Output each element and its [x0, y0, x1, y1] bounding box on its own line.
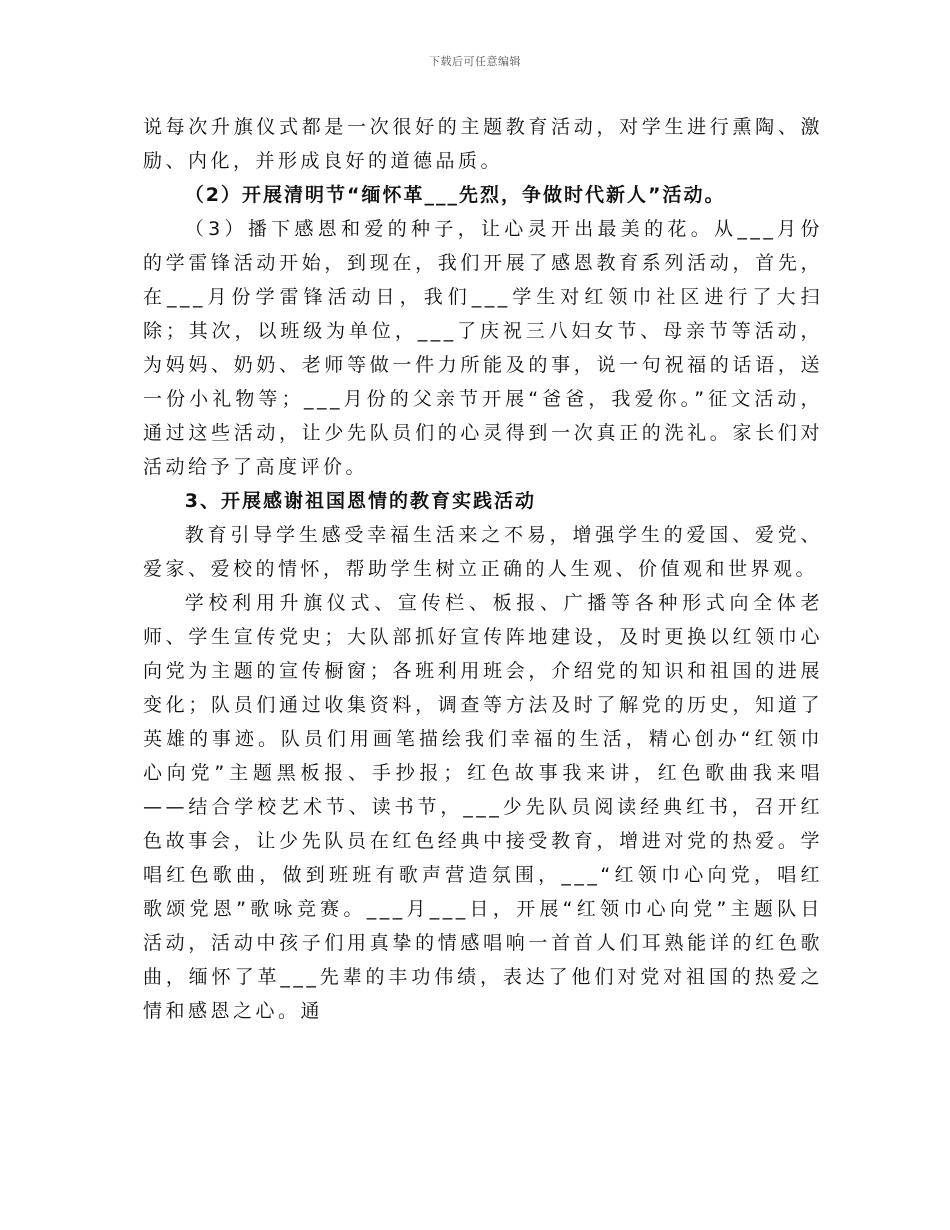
paragraph-education-guidance: 教育引导学生感受幸福生活来之不易，增强学生的爱国、爱党、爱家、爱校的情怀，帮助学生树立正确的人生观、价值观和世界观。	[143, 524, 823, 580]
heading-qingming-activity: （2）开展清明节“缅怀革___先烈，争做时代新人”活动。	[184, 184, 726, 206]
paragraph-school-activities: 学校利用升旗仪式、宣传栏、板报、广播等各种形式向全体老师、学生宣传党史；大队部抓好宣传阵地建设，及时更换以红领巾心向党为主题的宣传橱窗；各班利用班会，介绍党的知识和祖国的进展变化；队员们通过收集资料，调查等方法及时了解党的历史，知道了英雄的事迹。队员们用画笔描绘我们幸福的生活，精心创办“红领巾心向党”主题黑板报、手抄报；红色故事我来讲，红色歌曲我来唱——结合学校艺术节、读书节，___少先队员阅读经典红书，召开红色故事会，让少先队员在红色经典中接受教育，增进对党的热爱。学唱红色歌曲，做到班班有歌声营造氛围，___“红领巾心向党，唱红歌颂党恩”歌咏竞赛。___月___日，开展“红领巾心向党”主题队日活动，活动中孩子们用真挚的情感唱响一首首人们耳熟能详的红色歌曲，缅怀了革___先辈的丰功伟绩，表达了他们对党对祖国的热爱之情和感恩之心。通	[143, 592, 823, 1022]
paragraph-continuation: 说每次升旗仪式都是一次很好的主题教育活动，对学生进行熏陶、激励、内化，并形成良好的道德品质。	[143, 116, 823, 172]
heading-section-3: 3、开展感谢祖国恩情的教育实践活动	[184, 490, 537, 512]
header-note: 下载后可任意编辑	[429, 55, 521, 68]
paragraph-gratitude-seeds: （3）播下感恩和爱的种子，让心灵开出最美的花。从___月份的学雷锋活动开始，到现在，我们开展了感恩教育系列活动，首先，在___月份学雷锋活动日，我们___学生对红领巾社区进行了大扫除；其次，以班级为单位，___了庆祝三八妇女节、母亲节等活动，为妈妈、奶奶、老师等做一件力所能及的事，说一句祝福的话语，送一份小礼物等；___月份的父亲节开展“爸爸，我爱你。”征文活动，通过这些活动，让少先队员们的心灵得到一次真正的洗礼。家长们对活动给予了高度评价。	[143, 218, 823, 478]
document-body	[143, 110, 823, 1028]
